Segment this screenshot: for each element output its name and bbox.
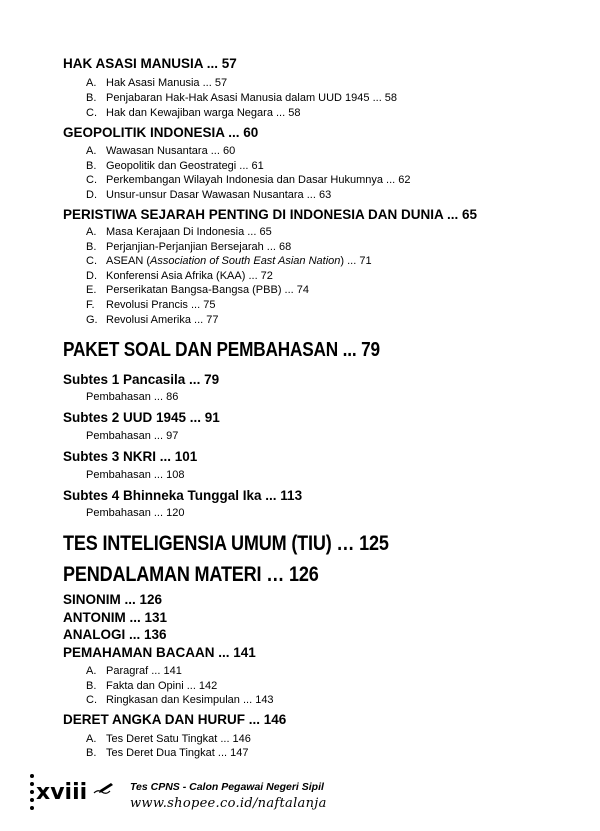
toc-item (86, 694, 274, 706)
item-text: Revolusi Prancis ... 75 (106, 299, 216, 311)
item-letter: E. (86, 284, 97, 296)
shop-url: www.shopee.co.id/naftalanja (130, 796, 327, 811)
item-text: Paragraf ... 141 (106, 665, 182, 677)
item-text: Perserikatan Bangsa-Bangsa (PBB) ... 74 (106, 284, 309, 296)
pembahasan-item: Pembahasan ... 86 (86, 391, 179, 403)
item-text: Hak Asasi Manusia ... 57 (106, 77, 228, 89)
heading-sinonim: SINONIM ... 126 (63, 592, 163, 607)
item-text: Hak dan Kewajiban warga Negara ... 58 (106, 107, 301, 119)
item-letter: C. (86, 174, 97, 186)
pembahasan-item: Pembahasan ... 108 (86, 469, 185, 481)
heading-analogi: ANALOGI ... 136 (63, 627, 167, 642)
item-letter: D. (86, 270, 97, 282)
toc-item (86, 747, 248, 759)
item-letter: B. (86, 747, 97, 759)
pembahasan-item: Pembahasan ... 120 (86, 507, 185, 519)
item-letter: A. (86, 145, 97, 157)
item-text: Masa Kerajaan Di Indonesia ... 65 (106, 226, 272, 238)
heading-hak-asasi-manusia: HAK ASASI MANUSIA ... 57 (63, 56, 237, 71)
footer-dots-decoration (30, 774, 34, 814)
item-text: Konferensi Asia Afrika (KAA) ... 72 (106, 270, 273, 282)
toc-item (86, 226, 272, 238)
item-letter: G. (86, 314, 98, 326)
toc-item (86, 107, 300, 119)
subtes-heading: Subtes 3 NKRI ... 101 (63, 449, 198, 464)
heading-peristiwa-sejarah: PERISTIWA SEJARAH PENTING DI INDONESIA DAN DUNIA ... 65 (63, 207, 478, 222)
toc-item (86, 270, 273, 282)
heading-pemahaman-bacaan: PEMAHAMAN BACAAN ... 141 (63, 645, 256, 660)
pen-writing-icon (92, 780, 116, 796)
item-text: Tes Deret Dua Tingkat ... 147 (106, 747, 249, 759)
item-text: Geopolitik dan Geostrategi ... 61 (106, 160, 264, 172)
heading-geopolitik: GEOPOLITIK INDONESIA ... 60 (63, 125, 259, 140)
item-text-italic: Association of South East Asian Nation (150, 255, 341, 267)
subtes-heading: Subtes 4 Bhinneka Tunggal Ika ... 113 (63, 488, 303, 503)
item-letter: A. (86, 665, 97, 677)
item-text: Tes Deret Satu Tingkat ... 146 (106, 733, 251, 745)
toc-item (86, 174, 411, 186)
item-letter: A. (86, 733, 97, 745)
item-text: Penjabaran Hak-Hak Asasi Manusia dalam UUD 1945 ... 58 (106, 92, 398, 104)
item-letter: C. (86, 107, 97, 119)
toc-item (86, 145, 235, 157)
item-text: ) ... 71 (340, 255, 372, 267)
toc-item (86, 189, 331, 201)
item-letter: F. (86, 299, 95, 311)
toc-item (86, 680, 217, 692)
item-letter: B. (86, 92, 97, 104)
heading-tiu: TES INTELIGENSIA UMUM (TIU) … 125 (63, 532, 389, 555)
item-text: Perkembangan Wilayah Indonesia dan Dasar Hukumnya ... 62 (106, 174, 411, 186)
subtes-heading: Subtes 2 UUD 1945 ... 91 (63, 410, 220, 425)
heading-paket-soal: PAKET SOAL DAN PEMBAHASAN ... 79 (63, 339, 380, 361)
item-letter: A. (86, 77, 97, 89)
toc-item (86, 77, 227, 89)
toc-item (86, 665, 182, 677)
item-letter: D. (86, 189, 97, 201)
toc-item (86, 255, 372, 267)
toc-item (86, 92, 397, 104)
heading-antonim: ANTONIM ... 131 (63, 610, 168, 625)
item-text: Ringkasan dan Kesimpulan ... 143 (106, 694, 274, 706)
pembahasan-item: Pembahasan ... 97 (86, 430, 179, 442)
subtes-heading: Subtes 1 Pancasila ... 79 (63, 372, 220, 387)
toc-item (86, 299, 215, 311)
item-text: Perjanjian-Perjanjian Bersejarah ... 68 (106, 241, 292, 253)
item-letter: B. (86, 680, 97, 692)
item-letter: A. (86, 226, 97, 238)
toc-item (86, 241, 291, 253)
item-letter: C. (86, 694, 97, 706)
page-number: xviii (36, 780, 88, 805)
item-text: ASEAN ( (106, 255, 151, 267)
heading-deret-angka: DERET ANGKA DAN HURUF ... 146 (63, 712, 287, 727)
toc-item (86, 733, 251, 745)
item-letter: B. (86, 160, 97, 172)
item-text: Unsur-unsur Dasar Wawasan Nusantara ... 63 (106, 189, 332, 201)
heading-pendalaman-materi: PENDALAMAN MATERI … 126 (63, 563, 319, 586)
item-letter: B. (86, 241, 97, 253)
toc-item (86, 314, 219, 326)
book-title: Tes CPNS - Calon Pegawai Negeri Sipil (130, 781, 324, 793)
toc-item (86, 284, 309, 296)
item-text: Fakta dan Opini ... 142 (106, 680, 218, 692)
item-text: Wawasan Nusantara ... 60 (106, 145, 236, 157)
item-letter: C. (86, 255, 97, 267)
item-text: Revolusi Amerika ... 77 (106, 314, 219, 326)
toc-item (86, 160, 264, 172)
